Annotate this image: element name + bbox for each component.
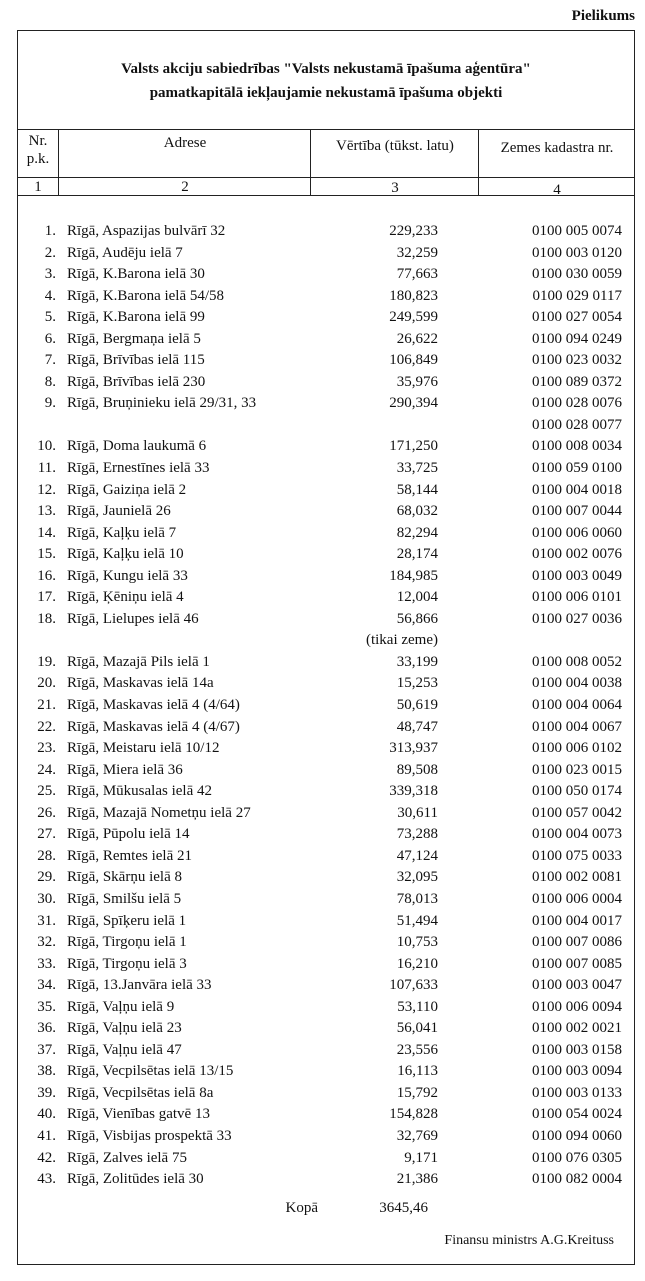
row-cadastre: 0100 076 0305 — [532, 1149, 622, 1166]
table-row — [18, 889, 634, 911]
row-cadastre: 0100 008 0052 — [532, 653, 622, 670]
row-address: Rīgā, Pūpolu ielā 14 — [67, 826, 190, 843]
row-value: 32,769 — [396, 1127, 438, 1144]
row-address: Rīgā, Vecpilsētas ielā 8a — [67, 1084, 214, 1101]
column-number-1: 1 — [34, 179, 42, 195]
row-address: Rīgā, Brīvības ielā 230 — [67, 373, 206, 390]
row-number: 2. — [44, 244, 56, 261]
table-row — [18, 803, 634, 825]
row-value: 23,556 — [396, 1041, 438, 1058]
row-address: Rīgā, Doma laukumā 6 — [67, 438, 207, 455]
table-row — [18, 867, 634, 889]
row-value: 106,849 — [389, 352, 438, 369]
row-cadastre: 0100 006 0004 — [532, 890, 622, 907]
row-address: Rīgā, K.Barona ielā 54/58 — [67, 287, 225, 304]
row-number: 36. — [37, 1020, 56, 1037]
row-address: Rīgā, Jaunielā 26 — [67, 503, 171, 520]
row-address: Rīgā, Vaļņu ielā 23 — [67, 1020, 182, 1037]
total-row — [18, 1197, 634, 1219]
row-address: Rīgā, Audēju ielā 7 — [67, 244, 183, 261]
row-cadastre: 0100 023 0032 — [532, 352, 622, 369]
row-value: 73,288 — [396, 826, 438, 843]
row-number: 3. — [44, 266, 56, 283]
row-address: Rīgā, 13.Janvāra ielā 33 — [67, 977, 212, 994]
row-number: 5. — [44, 309, 56, 326]
table-row — [18, 630, 634, 652]
row-cadastre: 0100 006 0060 — [532, 524, 622, 541]
row-cadastre: 0100 082 0004 — [532, 1171, 622, 1188]
row-cadastre: 0100 050 0174 — [532, 783, 622, 800]
table-row — [18, 652, 634, 674]
row-number: 26. — [37, 804, 56, 821]
row-cadastre: 0100 004 0064 — [532, 697, 622, 714]
row-cadastre: 0100 057 0042 — [532, 804, 622, 821]
table-row — [18, 221, 634, 243]
row-address: Rīgā, Mazajā Pils ielā 1 — [67, 653, 210, 670]
row-value: 9,171 — [404, 1149, 438, 1166]
table-row — [18, 587, 634, 609]
row-address: Rīgā, Vienības gatvē 13 — [67, 1106, 210, 1123]
row-cadastre: 0100 003 0094 — [532, 1063, 622, 1080]
table-row — [18, 954, 634, 976]
row-address: Rīgā, Maskavas ielā 4 (4/64) — [67, 697, 240, 714]
row-number: 34. — [37, 977, 56, 994]
table-row — [18, 544, 634, 566]
row-value: 107,633 — [389, 977, 438, 994]
row-address: Rīgā, Tirgoņu ielā 1 — [67, 934, 187, 951]
table-row — [18, 1169, 634, 1191]
table-row — [18, 1104, 634, 1126]
row-value: 184,985 — [389, 567, 438, 584]
row-number: 31. — [37, 912, 56, 929]
row-cadastre: 0100 028 0077 — [532, 416, 622, 433]
table-row — [18, 932, 634, 954]
row-cadastre: 0100 028 0076 — [532, 395, 622, 412]
header-address: Adrese — [163, 135, 207, 151]
row-cadastre: 0100 007 0044 — [532, 503, 622, 520]
row-cadastre: 0100 004 0038 — [532, 675, 622, 692]
row-cadastre: 0100 006 0101 — [532, 589, 622, 606]
row-value: 33,725 — [396, 460, 438, 477]
table-row — [18, 975, 634, 997]
row-value: 290,394 — [389, 395, 438, 412]
table-row — [18, 1083, 634, 1105]
row-address: Rīgā, Remtes ielā 21 — [67, 847, 192, 864]
table-row — [18, 243, 634, 265]
row-number: 14. — [37, 524, 56, 541]
row-value: 154,828 — [389, 1106, 438, 1123]
row-cadastre: 0100 094 0060 — [532, 1127, 622, 1144]
row-cadastre: 0100 005 0074 — [532, 223, 622, 239]
row-number: 21. — [37, 697, 56, 714]
table-row — [18, 264, 634, 286]
row-number: 41. — [37, 1127, 56, 1144]
row-cadastre: 0100 023 0015 — [532, 761, 622, 778]
row-address: Rīgā, Bruņinieku ielā 29/31, 33 — [67, 395, 257, 412]
row-value: 10,753 — [396, 934, 438, 951]
row-number: 25. — [37, 783, 56, 800]
row-value: 48,747 — [396, 718, 438, 735]
row-value: 56,041 — [396, 1020, 438, 1037]
row-cadastre: 0100 002 0081 — [532, 869, 622, 886]
table-row — [18, 329, 634, 351]
row-number: 11. — [37, 460, 56, 477]
table-row — [18, 760, 634, 782]
row-value: 33,199 — [396, 653, 438, 670]
header-nr: Nr. p.k. — [26, 133, 50, 167]
row-cadastre: 0100 094 0249 — [532, 330, 622, 347]
table-row — [18, 523, 634, 545]
row-address: Rīgā, Bergmaņa ielā 5 — [67, 330, 201, 347]
row-address: Rīgā, Smilšu ielā 5 — [67, 890, 182, 907]
column-divider-1 — [58, 129, 59, 195]
row-cadastre: 0100 008 0034 — [532, 438, 622, 455]
table-row — [18, 846, 634, 868]
row-number: 17. — [37, 589, 56, 606]
row-cadastre: 0100 004 0073 — [532, 826, 622, 843]
row-value: 15,253 — [396, 675, 438, 692]
row-number: 8. — [44, 373, 56, 390]
row-number: 29. — [37, 869, 56, 886]
document-frame — [17, 30, 635, 1265]
row-number: 4. — [44, 287, 56, 304]
row-value: 180,823 — [389, 287, 438, 304]
row-cadastre: 0100 004 0067 — [532, 718, 622, 735]
row-address: Rīgā, Vaļņu ielā 9 — [67, 998, 175, 1015]
title-line-2: pamatkapitālā iekļaujamie nekustamā īpašuma objekti — [149, 85, 503, 101]
header-value: Vērtība (tūkst. latu) — [336, 138, 454, 154]
row-address: Rīgā, K.Barona ielā 30 — [67, 266, 205, 283]
row-address: Rīgā, Kaļķu ielā 7 — [67, 524, 177, 541]
table-row — [18, 286, 634, 308]
table-row — [18, 1148, 634, 1170]
table-row — [18, 1018, 634, 1040]
row-address: Rīgā, Zalves ielā 75 — [67, 1149, 187, 1166]
total-value: 3645,46 — [379, 1200, 428, 1216]
row-number: 35. — [37, 998, 56, 1015]
row-cadastre: 0100 003 0133 — [532, 1084, 622, 1101]
row-address: Rīgā, Kaļķu ielā 10 — [67, 546, 184, 563]
row-value: 15,792 — [396, 1084, 438, 1101]
row-value: 58,144 — [396, 481, 438, 498]
row-number: 15. — [37, 546, 56, 563]
row-address: Rīgā, Maskavas ielā 4 (4/67) — [67, 718, 240, 735]
table-row — [18, 393, 634, 415]
table-row — [18, 415, 634, 437]
row-number: 43. — [37, 1171, 56, 1188]
row-value: 229,233 — [389, 223, 438, 239]
row-address: Rīgā, Tirgoņu ielā 3 — [67, 955, 187, 972]
row-address: Rīgā, Lielupes ielā 46 — [67, 610, 199, 627]
table-row — [18, 824, 634, 846]
row-value: 51,494 — [396, 912, 438, 929]
table-row — [18, 738, 634, 760]
header-rule-top — [18, 129, 634, 130]
row-number: 20. — [37, 675, 56, 692]
table-row — [18, 350, 634, 372]
row-address: Rīgā, Aspazijas bulvārī 32 — [67, 223, 226, 239]
document-title — [18, 57, 634, 105]
row-number: 9. — [44, 395, 56, 412]
row-address: Rīgā, Mūkusalas ielā 42 — [67, 783, 212, 800]
table-row — [18, 566, 634, 588]
row-address: Rīgā, Meistaru ielā 10/12 — [67, 740, 220, 757]
table-row — [18, 695, 634, 717]
row-number: 24. — [37, 761, 56, 778]
row-number: 7. — [44, 352, 56, 369]
row-cadastre: 0100 059 0100 — [532, 460, 622, 477]
table-row — [18, 911, 634, 933]
row-number: 33. — [37, 955, 56, 972]
row-number: 39. — [37, 1084, 56, 1101]
row-number: 19. — [37, 653, 56, 670]
table-row — [18, 997, 634, 1019]
row-number: 28. — [37, 847, 56, 864]
property-table-body — [18, 221, 634, 1191]
header-cadastre: Zemes kadastra nr. — [500, 140, 614, 156]
row-value: 89,508 — [396, 761, 438, 778]
row-value: 50,619 — [396, 697, 438, 714]
row-value: 77,663 — [396, 266, 438, 283]
table-row — [18, 1061, 634, 1083]
row-cadastre: 0100 006 0102 — [532, 740, 622, 757]
row-cadastre: 0100 027 0054 — [532, 309, 622, 326]
column-number-3: 3 — [391, 180, 399, 196]
row-address: Rīgā, Mazajā Nometņu ielā 27 — [67, 804, 251, 821]
row-number: 27. — [37, 826, 56, 843]
row-value: 313,937 — [389, 740, 438, 757]
signature: Finansu ministrs A.G.Kreituss — [444, 1233, 614, 1248]
row-value: 21,386 — [396, 1171, 438, 1188]
row-number: 22. — [37, 718, 56, 735]
row-cadastre: 0100 027 0036 — [532, 610, 622, 627]
row-address: Rīgā, Gaiziņa ielā 2 — [67, 481, 187, 498]
row-cadastre: 0100 054 0024 — [532, 1106, 622, 1123]
row-value: 53,110 — [397, 998, 438, 1015]
table-row — [18, 717, 634, 739]
row-address: Rīgā, Ķēniņu ielā 4 — [67, 589, 184, 606]
column-number-4: 4 — [553, 182, 561, 198]
row-number: 16. — [37, 567, 56, 584]
row-number: 1. — [44, 223, 56, 239]
row-value: 16,210 — [396, 955, 438, 972]
table-row — [18, 372, 634, 394]
title-line-1: Valsts akciju sabiedrības "Valsts nekustamā īpašuma aģentūra" — [121, 61, 531, 77]
table-row — [18, 1040, 634, 1062]
table-row — [18, 609, 634, 631]
row-cadastre: 0100 030 0059 — [532, 266, 622, 283]
row-value: 68,032 — [396, 503, 438, 520]
row-address: Rīgā, Spīķeru ielā 1 — [67, 912, 187, 929]
row-number: 18. — [37, 610, 56, 627]
row-value: 28,174 — [396, 546, 438, 563]
row-number: 37. — [37, 1041, 56, 1058]
row-number: 10. — [37, 438, 56, 455]
row-cadastre: 0100 029 0117 — [532, 287, 622, 304]
row-value: 171,250 — [389, 438, 438, 455]
row-address: Rīgā, Brīvības ielā 115 — [67, 352, 205, 369]
row-value: (tikai zeme) — [365, 632, 438, 649]
row-cadastre: 0100 004 0017 — [532, 912, 622, 929]
table-row — [18, 307, 634, 329]
appendix-label: Pielikums — [571, 8, 635, 24]
row-value: 249,599 — [389, 309, 438, 326]
table-row — [18, 436, 634, 458]
row-cadastre: 0100 075 0033 — [532, 847, 622, 864]
row-value: 16,113 — [397, 1063, 438, 1080]
table-row — [18, 781, 634, 803]
row-number: 13. — [37, 503, 56, 520]
column-divider-3 — [478, 129, 479, 195]
table-row — [18, 458, 634, 480]
table-row — [18, 673, 634, 695]
row-value: 30,611 — [397, 804, 438, 821]
row-address: Rīgā, Zolitūdes ielā 30 — [67, 1171, 204, 1188]
row-value: 339,318 — [389, 783, 438, 800]
column-number-2: 2 — [181, 179, 189, 195]
row-cadastre: 0100 002 0076 — [532, 546, 622, 563]
row-number: 40. — [37, 1106, 56, 1123]
row-cadastre: 0100 003 0158 — [532, 1041, 622, 1058]
row-address: Rīgā, Maskavas ielā 14a — [67, 675, 214, 692]
row-cadastre: 0100 003 0049 — [532, 567, 622, 584]
row-value: 78,013 — [396, 890, 438, 907]
row-address: Rīgā, Skārņu ielā 8 — [67, 869, 182, 886]
column-divider-2 — [310, 129, 311, 195]
row-number: 42. — [37, 1149, 56, 1166]
row-address: Rīgā, Vaļņu ielā 47 — [67, 1041, 182, 1058]
row-value: 47,124 — [396, 847, 438, 864]
row-cadastre: 0100 003 0120 — [532, 244, 622, 261]
row-address: Rīgā, Vecpilsētas ielā 13/15 — [67, 1063, 234, 1080]
row-number: 12. — [37, 481, 56, 498]
row-cadastre: 0100 003 0047 — [532, 977, 622, 994]
row-value: 26,622 — [396, 330, 438, 347]
table-row — [18, 1126, 634, 1148]
row-cadastre: 0100 004 0018 — [532, 481, 622, 498]
row-address: Rīgā, Kungu ielā 33 — [67, 567, 188, 584]
table-row — [18, 480, 634, 502]
row-value: 32,259 — [396, 244, 438, 261]
row-value: 35,976 — [396, 373, 438, 390]
row-address: Rīgā, K.Barona ielā 99 — [67, 309, 205, 326]
row-number: 38. — [37, 1063, 56, 1080]
row-number: 30. — [37, 890, 56, 907]
row-address: Rīgā, Visbijas prospektā 33 — [67, 1127, 232, 1144]
row-value: 82,294 — [396, 524, 438, 541]
row-value: 32,095 — [396, 869, 438, 886]
table-row — [18, 501, 634, 523]
row-address: Rīgā, Miera ielā 36 — [67, 761, 183, 778]
row-cadastre: 0100 089 0372 — [532, 373, 622, 390]
row-value: 56,866 — [396, 610, 438, 627]
row-value: 12,004 — [396, 589, 438, 606]
row-number: 23. — [37, 740, 56, 757]
row-cadastre: 0100 007 0086 — [532, 934, 622, 951]
row-cadastre: 0100 006 0094 — [532, 998, 622, 1015]
row-cadastre: 0100 002 0021 — [532, 1020, 622, 1037]
row-address: Rīgā, Ernestīnes ielā 33 — [67, 460, 210, 477]
total-label: Kopā — [285, 1200, 318, 1216]
row-cadastre: 0100 007 0085 — [532, 955, 622, 972]
row-number: 6. — [44, 330, 56, 347]
row-number: 32. — [37, 934, 56, 951]
